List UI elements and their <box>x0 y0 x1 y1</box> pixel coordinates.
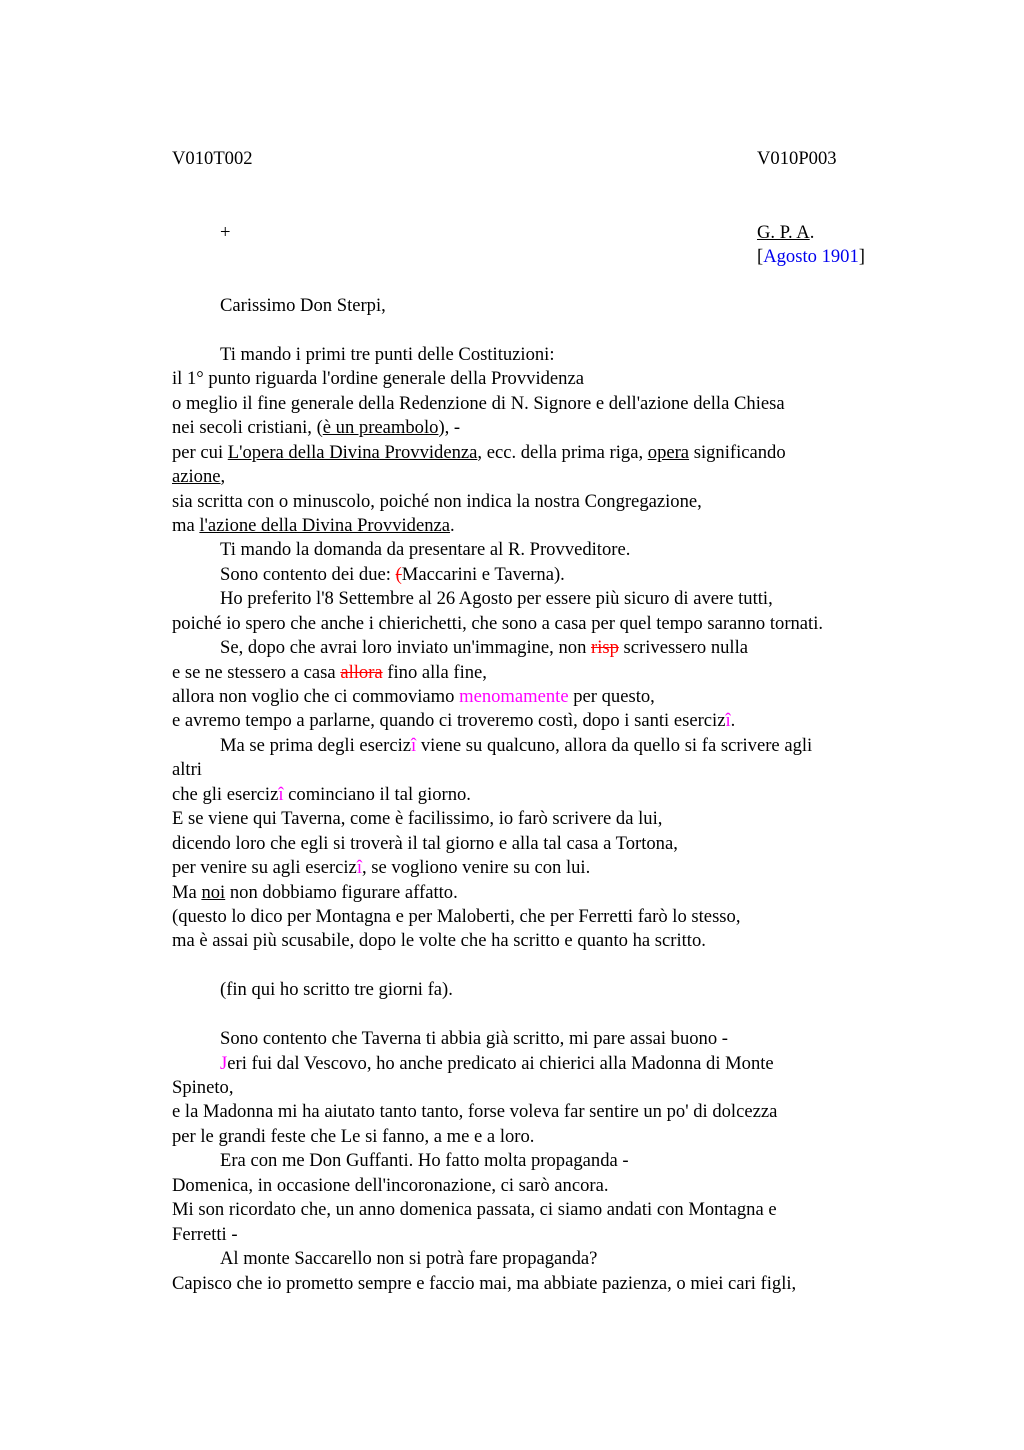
text-line: (questo lo dico per Montagna e per Maloberti, che per Ferretti farò lo stesso, <box>172 906 741 927</box>
highlighted-text: î <box>356 857 362 878</box>
text-run: Sono contento dei due: <box>220 564 396 585</box>
text-line: Sono contento che Taverna ti abbia già scritto, mi pare assai buono - <box>220 1028 728 1049</box>
initials-dot: . <box>809 222 815 243</box>
text-line <box>172 515 455 537</box>
text-line: ma è assai più scusabile, dopo le volte che ha scritto e quanto ha scritto. <box>172 930 706 951</box>
underlined-text: l'azione della Divina Provvidenza <box>199 515 451 536</box>
text-run: che gli eserciz <box>172 784 279 805</box>
text-line <box>172 466 225 488</box>
text-line <box>172 710 735 732</box>
highlighted-text: î <box>725 710 731 731</box>
text-line <box>220 1053 774 1075</box>
text-run: ma <box>172 515 200 536</box>
text-line: o meglio il fine generale della Redenzione di N. Signore e dell'azione della Chiesa <box>172 393 785 414</box>
deleted-text: risp <box>591 637 619 658</box>
text-line: dicendo loro che egli si troverà il tal giorno e alla tal casa a Tortona, <box>172 833 678 854</box>
text-line: Ti mando i primi tre punti delle Costituzioni: <box>220 344 555 365</box>
text-run: Maccarini e Taverna). <box>401 564 565 585</box>
deleted-text: allora <box>340 662 383 683</box>
text-run: . <box>450 515 455 536</box>
underlined-text: L'opera della Divina Provvidenza <box>227 442 478 463</box>
text-run: , <box>220 466 226 487</box>
text-run: e se ne stessero a casa <box>172 662 341 683</box>
text-line <box>172 662 487 684</box>
text-line <box>220 637 748 659</box>
text-run: . <box>730 710 736 731</box>
highlighted-text: menomamente <box>459 686 569 707</box>
text-line <box>172 784 471 806</box>
text-run: Ma <box>172 882 202 903</box>
date-bracket-open: [ <box>757 246 764 267</box>
date-line <box>757 246 865 268</box>
text-run: scrivessero nulla <box>618 637 748 658</box>
text-run: , ecc. della prima riga, <box>477 442 648 463</box>
initials-line <box>757 222 814 244</box>
text-line <box>172 686 655 708</box>
text-line: per le grandi feste che Le si fanno, a me e a loro. <box>172 1126 535 1147</box>
text-line <box>172 442 786 464</box>
text-run: significando <box>689 442 786 463</box>
text-run: , se vogliono venire su con lui. <box>361 857 591 878</box>
text-line: Ti mando la domanda da presentare al R. Provveditore. <box>220 539 631 560</box>
date-bracket-close: ] <box>858 246 865 267</box>
text-line <box>220 564 565 586</box>
text-line: Mi son ricordato che, un anno domenica passata, ci siamo andati con Montagna e <box>172 1199 777 1220</box>
text-run: per cui <box>172 442 228 463</box>
text-line: Spineto, <box>172 1077 234 1098</box>
text-line: e la Madonna mi ha aiutato tanto tanto, forse voleva far sentire un po' di dolcezza <box>172 1101 778 1122</box>
text-line <box>172 882 458 904</box>
cross-symbol: + <box>220 222 231 243</box>
underlined-text: azione <box>172 466 221 487</box>
text-line <box>172 857 590 879</box>
salutation: Carissimo Don Sterpi, <box>220 295 386 316</box>
text-line: Ferretti - <box>172 1224 238 1245</box>
text-line: Al monte Saccarello non si potrà fare propaganda? <box>220 1248 598 1269</box>
text-line: sia scritta con o minuscolo, poiché non indica la nostra Congregazione, <box>172 491 702 512</box>
letter-date: Agosto 1901 <box>763 246 859 267</box>
text-run: nei secoli cristiani, ( <box>172 417 323 438</box>
text-line: Domenica, in occasione dell'incoronazione, ci sarò ancora. <box>172 1175 609 1196</box>
text-line: (fin qui ho scritto tre giorni fa). <box>220 979 453 1000</box>
text-run: per questo, <box>568 686 655 707</box>
text-line: Era con me Don Guffanti. Ho fatto molta propaganda - <box>220 1150 629 1171</box>
highlighted-text: J <box>220 1053 228 1074</box>
text-run: non dobbiamo figurare affatto. <box>225 882 458 903</box>
underlined-text: opera <box>647 442 690 463</box>
text-run: eri fui dal Vescovo, ho anche predicato ai chierici alla Madonna di Monte <box>227 1053 774 1074</box>
initials: G. P. A <box>757 222 810 243</box>
text-run: Ma se prima degli eserciz <box>220 735 412 756</box>
text-run: ), - <box>438 417 461 438</box>
text-line: il 1° punto riguarda l'ordine generale della Provvidenza <box>172 368 584 389</box>
text-run: cominciano il tal giorno. <box>283 784 471 805</box>
volume-code-left: V010T002 <box>172 148 253 169</box>
text-run: Se, dopo che avrai loro inviato un'immagine, non <box>220 637 592 658</box>
text-run: fino alla fine, <box>382 662 487 683</box>
text-run: viene su qualcuno, allora da quello si fa scrivere agli <box>416 735 813 756</box>
volume-code-right: V010P003 <box>757 148 837 169</box>
text-run: allora non voglio che ci commoviamo <box>172 686 460 707</box>
text-line <box>220 735 812 757</box>
text-line: altri <box>172 759 202 780</box>
text-line: Ho preferito l'8 Settembre al 26 Agosto per essere più sicuro di avere tutti, <box>220 588 773 609</box>
deleted-text: ( <box>395 564 402 585</box>
text-line: Capisco che io prometto sempre e faccio mai, ma abbiate pazienza, o miei cari figli, <box>172 1273 797 1294</box>
underlined-text: noi <box>201 882 226 903</box>
text-run: e avremo tempo a parlarne, quando ci troveremo costì, dopo i santi eserciz <box>172 710 726 731</box>
text-line: poiché io spero che anche i chierichetti, che sono a casa per quel tempo saranno tornati. <box>172 613 824 634</box>
text-run: per venire su agli eserciz <box>172 857 357 878</box>
highlighted-text: î <box>278 784 284 805</box>
text-line: E se viene qui Taverna, come è facilissimo, io farò scrivere da lui, <box>172 808 663 829</box>
text-line <box>172 417 460 439</box>
highlighted-text: î <box>411 735 417 756</box>
underlined-text: è un preambolo <box>322 417 439 438</box>
